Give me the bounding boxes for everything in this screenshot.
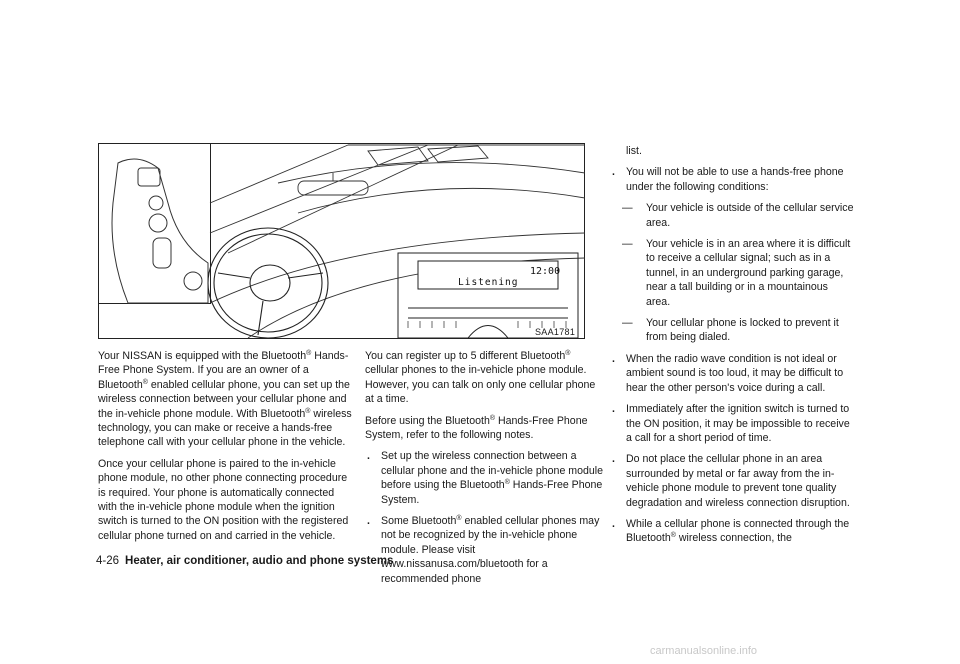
middle-column [365,349,605,593]
bullet-icon: . [612,517,615,530]
right-column [610,144,855,553]
section-title: Heater, air conditioner, audio and phone systems [125,555,394,567]
condition-item: — Your vehicle is outside of the cellular service area. [622,202,854,229]
registered-mark-icon: ® [142,378,148,386]
pairing-paragraph: Once your cellular phone is paired to the in-vehicle phone module, no other phone connecting procedure is required. Your phone is automatically connected with the in-vehicle phone module when the ignition switch is turned to the ON position with the registered cellular phone turned on and carried in the vehicle. [98,457,349,542]
steering-switch-inset [99,144,211,304]
page-footer [96,555,393,567]
note-item: . While a cellular phone is connected through the Bluetooth® wireless connection, the [612,517,850,545]
registered-mark-icon: ® [565,350,571,357]
page-number: 4-26 [96,555,120,567]
intro-paragraph: Your NISSAN is equipped with the Bluetooth® Hands-Free Phone System. If you are an owner of a Bluetooth® enabled cellular phone, you can set up the wireless connection between your cellular phone and the in-vehicle phone module. With Bluetooth® wireless technology, you can make or receive a hands-free telephone call with your cellular phone in the vehicle. [98,350,352,449]
bullet-icon: . [367,450,370,463]
watermark: carmanualsonline.info [650,645,758,657]
dash-icon: — [622,317,633,330]
note-item: . You will not be able to use a hands-free phone under the following conditions: [612,166,844,193]
note-item: . Immediately after the ignition switch is turned to the ON position, it may be impossible to receive a call for a short period of time. [612,403,850,444]
note-item: . Some Bluetooth® enabled cellular phones may not be recognized by the in-vehicle phone module. Please visit www.nissanusa.com/bluetooth for a recommended phone [367,515,600,585]
dashboard-illustration [98,143,585,339]
dash-icon: — [622,202,633,215]
note-item: . Set up the wireless connection between a cellular phone and the in-vehicle phone module before using the Bluetooth® Hands-Free Phone System. [367,450,604,506]
bullet-icon: . [612,453,615,466]
condition-item: — Your vehicle is in an area where it is difficult to receive a cellular signal; such as in a tunnel, in an underground parking garage, near a tall building or in a mountainous area. [622,238,851,308]
figure-code: SAA1781 [535,327,576,337]
dash-icon: — [622,238,633,251]
display-time: 12:00 [530,266,561,277]
note-item: . When the radio wave condition is not ideal or ambient sound is too loud, it may be difficult to hear the other person's voice during a call. [612,352,844,394]
display-status: Listening [458,277,519,288]
registered-mark-icon: ® [306,350,312,357]
registered-mark-icon: ® [456,515,462,523]
registered-mark-icon: ® [305,407,311,415]
note-item: . Do not place the cellular phone in an area surrounded by metal or far away from the in-vehicle phone module to prevent tone quality degradation and wireless connection disruption. [612,453,850,509]
continued-text: list. [626,145,642,157]
registered-mark-icon: ® [670,532,676,540]
condition-item: — Your cellular phone is locked to prevent it from being dialed. [622,317,839,344]
bullet-icon: . [612,166,615,179]
bullet-icon: . [367,515,370,528]
notes-intro-paragraph: Before using the Bluetooth® Hands-Free Phone System, refer to the following notes. [365,414,588,442]
bullet-icon: . [612,403,615,416]
registered-mark-icon: ® [489,414,496,422]
left-column [98,349,353,550]
register-paragraph: You can register up to 5 different Bluetooth® cellular phones to the in-vehicle phone module. However, you can talk on only one cellular phone at a time. [365,350,596,406]
bullet-icon: . [612,352,615,365]
registered-mark-icon: ® [504,479,510,487]
